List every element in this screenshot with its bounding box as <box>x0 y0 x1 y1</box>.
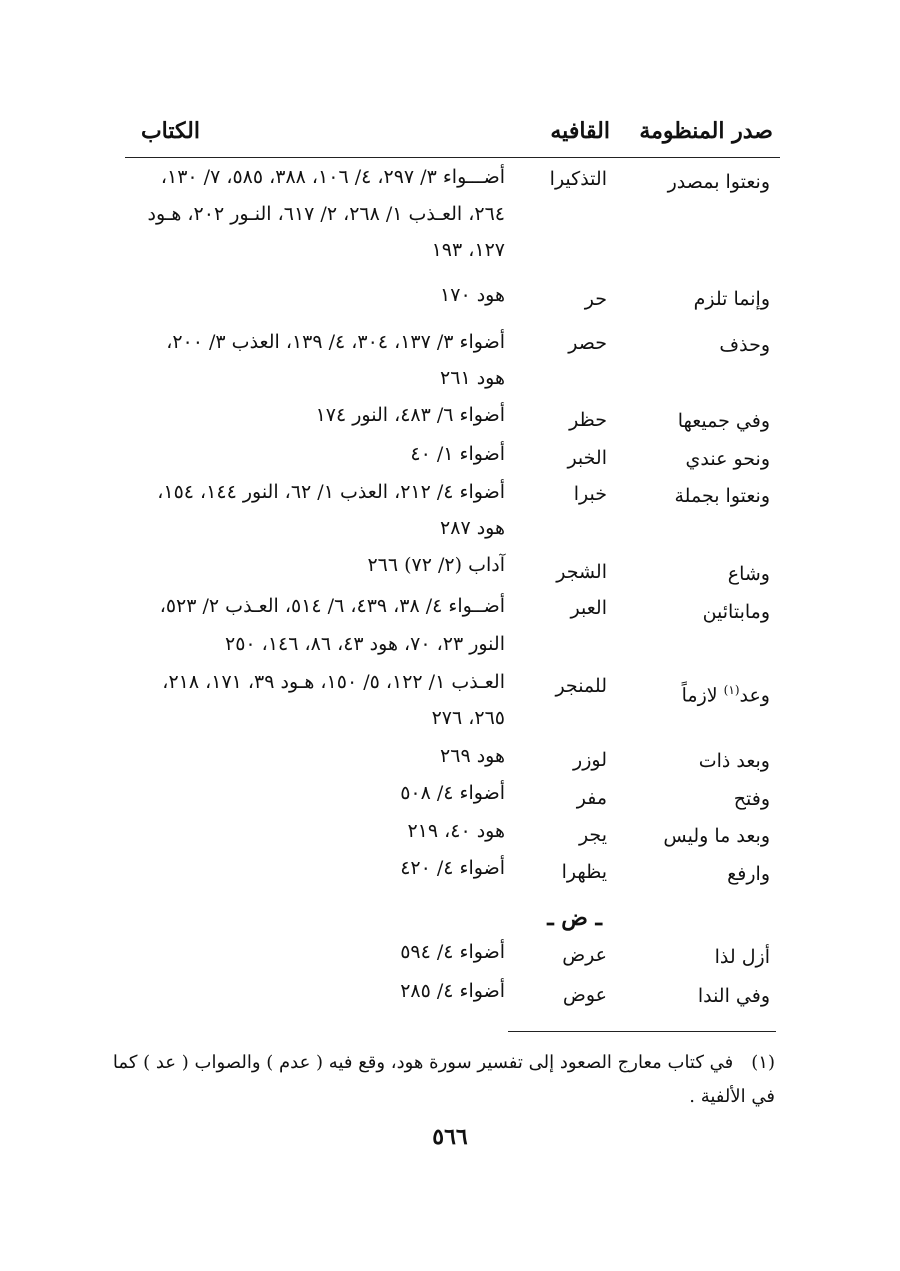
row-rhyme: حر <box>584 288 607 310</box>
row-rhyme: للمنجر <box>555 675 607 697</box>
row-ref-line: هود ٢٦٩ <box>440 745 505 767</box>
row-verse: وفتح <box>733 788 770 810</box>
row-rhyme: يظهرا <box>561 861 607 883</box>
header-book: الكتاب <box>140 118 200 144</box>
row-ref-line: أضواء ٤/ ٥٠٨ <box>400 782 505 804</box>
header-rhyme: القافيه <box>550 118 610 144</box>
row-verse: وشاع <box>727 563 770 585</box>
row-ref-line: هود ٤٠، ٢١٩ <box>407 820 505 842</box>
row-rhyme: حصر <box>568 332 607 354</box>
row-ref-line: العـذب ١/ ١٢٢، ٥/ ١٥٠، هـود ٣٩، ١٧١، ٢١٨، <box>162 671 505 693</box>
row-verse: وفي جميعها <box>677 410 770 432</box>
row-rhyme: عرض <box>562 944 607 966</box>
row-rhyme: الشجر <box>556 561 607 583</box>
row-verse: وعد$^{(١)}$ لازماً <box>681 683 770 707</box>
footnote-text: في كتاب معارج الصعود إلى تفسير سورة هود، وقع فيه ( عدم ) والصواب ( عد ) كما في الألفية . <box>112 1052 775 1107</box>
row-ref-line: هود ٢٦١ <box>440 367 505 389</box>
footnote-number: (١) <box>751 1052 775 1073</box>
row-ref-line: ٢٦٤، العـذب ١/ ٢٦٨، ٢/ ٦١٧، النـور ٢٠٢، هـود <box>147 203 505 225</box>
row-verse: أزل لذا <box>714 946 770 968</box>
row-rhyme: التذكيرا <box>549 168 607 190</box>
page-number: ٥٦٦ <box>432 1124 468 1150</box>
row-rhyme: العبر <box>570 597 607 619</box>
row-ref-line: أضواء ٤/ ٢١٢، العذب ١/ ٦٢، النور ١٤٤، ١٥٤، <box>157 481 505 503</box>
row-ref-line: أضواء ٤/ ٤٢٠ <box>400 857 505 879</box>
row-ref-line: أضواء ٦/ ٤٨٣، النور ١٧٤ <box>315 404 505 426</box>
row-verse: وبعد ذات <box>698 750 770 772</box>
footnote-marker: (١) <box>723 683 740 697</box>
row-verse: ونعتوا بمصدر <box>667 171 770 193</box>
row-verse: وإنما تلزم <box>693 288 770 310</box>
row-ref-line: أضــواء ٤/ ٣٨، ٤٣٩، ٦/ ٥١٤، العـذب ٢/ ٥٢٣، <box>159 595 505 617</box>
row-rhyme: لوزر <box>573 749 607 771</box>
row-ref-line: آداب (٢/ ٧٢) ٢٦٦ <box>367 554 505 576</box>
row-ref-line: النور ٢٣، ٧٠، هود ٤٣، ٨٦، ١٤٦، ٢٥٠ <box>225 633 505 655</box>
row-rhyme: خبرا <box>573 483 607 505</box>
row-verse: ومابتائين <box>702 601 770 623</box>
row-verse: وحذف <box>719 334 770 356</box>
row-verse: وفي الندا <box>697 985 770 1007</box>
row-ref-line: هود ٢٨٧ <box>440 517 505 539</box>
row-ref-line: أضواء ٣/ ١٣٧، ٣٠٤، ٤/ ١٣٩، العذب ٣/ ٢٠٠، <box>166 331 505 353</box>
row-rhyme: عوض <box>562 984 607 1006</box>
row-verse: وبعد ما وليس <box>663 825 770 847</box>
row-ref-line: أضـــواء ٣/ ٢٩٧، ٤/ ١٠٦، ٣٨٨، ٥٨٥، ٧/ ١٣٠، <box>160 166 505 188</box>
row-ref-line: ١٢٧، ١٩٣ <box>431 239 505 261</box>
row-verse: وارفع <box>727 863 770 885</box>
header-divider <box>125 157 780 158</box>
row-ref-line: أضواء ٤/ ٥٩٤ <box>400 941 505 963</box>
row-rhyme: حظر <box>569 409 607 431</box>
row-ref-line: هود ١٧٠ <box>440 284 505 306</box>
row-rhyme: مفر <box>576 787 607 809</box>
section-letter-heading: ـ ض ـ <box>547 905 602 931</box>
row-ref-line: أضواء ١/ ٤٠ <box>410 443 505 465</box>
row-verse: ونحو عندي <box>685 448 770 470</box>
row-ref-line: ٢٦٥، ٢٧٦ <box>431 707 505 729</box>
footnote-divider <box>508 1031 776 1032</box>
row-verse: ونعتوا بجملة <box>674 485 770 507</box>
row-ref-line: أضواء ٤/ ٢٨٥ <box>400 980 505 1002</box>
footnote <box>110 1046 775 1114</box>
row-rhyme: الخبر <box>567 447 607 469</box>
header-verse: صدر المنظومة <box>639 118 773 144</box>
row-rhyme: يجر <box>578 824 607 846</box>
